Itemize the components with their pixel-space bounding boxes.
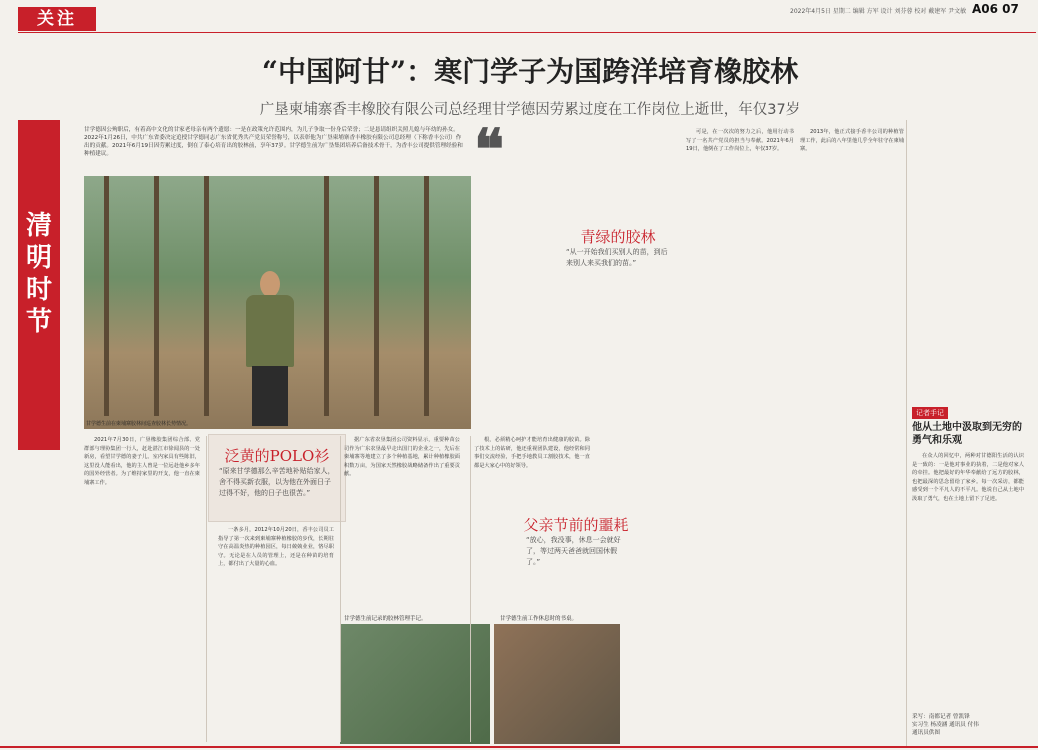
secondary-photo-notes [340,624,490,744]
sidebar-editors: 采写：南都记者 曾凯锋 实习生 杨凌涵 通讯员 付伟 通讯员供图 [912,714,979,736]
body-text: 可是，在一次次的努力之后，他用行动书写了一名共产党员的担当与奉献。2021年6月19日，他倒在了工作岗位上，年仅37岁。 [686,129,794,153]
pullquote-fathers-day [516,514,636,582]
photo-caption: 甘学德生前在柬埔寨胶林间巡查胶林长势情况。 [86,421,192,427]
sidebar-title: 他从土地中汲取到无穷的勇气和乐观 [912,422,1022,446]
column-divider [206,436,207,742]
photo2-caption: 甘学德生前记录的胶林管理手记。 [344,616,427,622]
section-strip-label: 清明时节 [25,211,52,337]
sidebar-body [912,452,1024,708]
body-text: 一条多月，2012年10月20日，香丰公司员工指导了第一次来到柬埔寨种植橡胶的步伐，长期驻守在高温炎热的种植园区，每日兢兢业业，恪尽职守。无论是在人员的管理上，还是在种苗的培育上，都付出了大量的心血。 [218,527,334,568]
body-column-2 [218,526,334,742]
body-text: 据广东省农垦集团公司资料显示，重要种苗公司作为广东农垦最早走出国门的企业之一，先后在柬埔寨等地建立了多个种植基地，累计种植橡胶面积数万亩，为国家天然橡胶战略储备作出了重要贡献。 [344,437,460,478]
footer-rule [0,746,1038,748]
body-column-5 [686,128,794,428]
body-text: 2021年7月30日，广垦橡胶集团综合部、党群部与理协集团一行人，赶赴湛江市徐闻县的一处新房，看望甘学德的妻子儿。室内家具有些陈旧，这里没人能看出，他的主人曾是一位远赴他乡多年的国外经营者。为了维持家里的开支，他一直在柬埔寨工作。 [84,437,200,486]
section-label: 关注 [18,7,96,31]
issue-date: 2022年4月5日 星期二 编辑 方军 设计 刘芬蓉 校对 戴建军 尹文敏 [790,8,967,15]
sidebar-text: 在众人的回忆中，两种对甘德阳生活的认识是一致的：一是他对事业的执着，二是他对家人的牵挂。他把最好的年华奉献给了远方的胶林，也把最深的思念留给了家乡。每一次采访，都能感受到一个平凡人的不平凡。他说自己从土地中汲取了勇气，也在土地上留下了足迹。 [912,453,1024,502]
photo3-caption: 甘学德生前工作休息时的书桌。 [500,616,578,622]
body-column-4 [474,436,590,516]
secondary-photo-desk [494,624,620,744]
quote-mark-icon: ❝ [474,117,505,183]
body-text: 2013年，他正式接手香丰公司的种植管理工作，此后的八年里他几乎全年驻守在柬埔寨。 [800,129,904,153]
page-number: A06 07 [972,2,1019,16]
subheadline: 广垦柬埔寨香丰橡胶有限公司总经理甘学德因劳累过度在工作岗位上逝世，年仅37岁 [259,102,801,118]
column-divider [906,120,907,746]
column-divider [470,436,471,742]
pullquote-title: 父亲节前的噩耗 [523,516,629,534]
pullquote-text: “原来甘学德那么辛苦地补贴给家人，舍不得买新衣服，以为他在外面日子过得不好，他的日子也很苦。” [219,467,335,497]
portrait-figure [244,271,296,426]
column-divider [340,436,341,742]
body-text: 根，必须精心呵护才能培育出健康的胶苗。除了技术上的钻研，他还重视团队建设，他经常和同事们交流经验，手把手地教员工割胶技术，他一直都是大家心中的好领导。 [474,437,590,469]
lead-paragraph: 甘学德因公殉职后，有着高中文化的甘家老母亲有两个遗愿：一是在政策允许范围内，为儿子争取一份身后荣誉；二是恳请组织关照儿媳与年幼的孙女。2022年1月26日，中共广东省委决定追授甘学德同志广东省优秀共产党员荣誉称号，以表彰他为广垦柬埔寨香丰橡胶有限公司总经理（下称香丰公司）作出的贡献。2021年6月19日因劳累过度，倒在了泰心培育出的胶林前，享年37岁。甘学德生前为广垦集团培养后备技术骨干，为香丰公司提供管理经验和种植建议。 [84,127,463,157]
pullquote-rubber-forest [556,226,680,292]
pullquote-title: 青绿的胶林 [580,228,656,246]
pullquote-polo [208,434,346,522]
headline: “中国阿甘”：寒门学子为国跨洋培育橡胶林 [261,55,799,88]
body-column-1 [84,436,200,742]
body-column-3 [344,436,460,612]
body-column-6 [800,128,904,428]
sidebar-tag: 记者手记 [912,407,948,419]
pullquote-title: 泛黄的POLO衫 [224,447,330,465]
main-photo [84,176,471,429]
header-rule [18,32,1036,33]
pullquote-text: “放心，我没事，休息一会就好了，等过两天爸爸就回国休假了。” [526,536,621,566]
pullquote-text: “从一开始我们买别人的苗，到后来别人来买我们的苗。” [566,248,668,267]
